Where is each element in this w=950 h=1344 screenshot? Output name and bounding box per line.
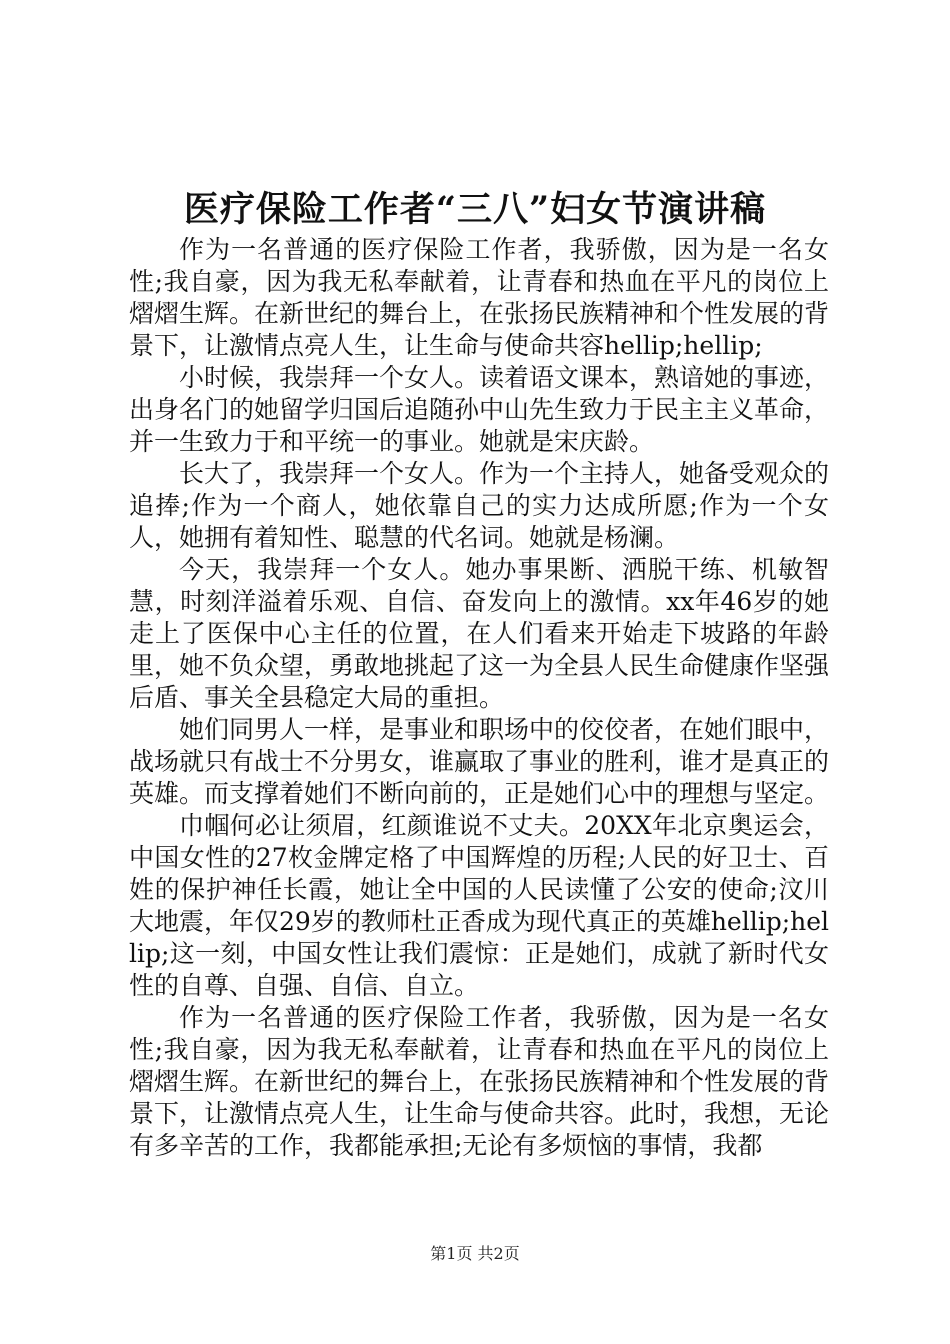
paragraph: 作为一名普通的医疗保险工作者，我骄傲，因为是一名女性;我自豪，因为我无私奉献着，让青春和热血在平凡的岗位上熠熠生辉。在新世纪的舞台上，在张扬民族精神和个性发展的背景下，让激情点亮人生，让生命与使命共容。此时，我想，无论有多辛苦的工作，我都能承担;无论有多烦恼的事情，我都 — [129, 1003, 830, 1160]
paragraph: 长大了，我崇拜一个女人。作为一个主持人，她备受观众的追捧;作为一个商人，她依靠自己的实力达成所愿;作为一个女人，她拥有着知性、聪慧的代名词。她就是杨澜。 — [129, 459, 830, 552]
paragraph: 作为一名普通的医疗保险工作者，我骄傲，因为是一名女性;我自豪，因为我无私奉献着，让青春和热血在平凡的岗位上熠熠生辉。在新世纪的舞台上，在张扬民族精神和个性发展的背景下，让激情点亮人生，让生命与使命共容hellip;hellip; — [129, 235, 830, 360]
page-number-footer: 第1页 共2页 — [430, 1244, 520, 1263]
paragraph: 小时候，我崇拜一个女人。读着语文课本，熟谙她的事迹，出身名门的她留学归国后追随孙中山先生致力于民主主义革命，并一生致力于和平统一的事业。她就是宋庆龄。 — [129, 363, 830, 456]
paragraph: 她们同男人一样，是事业和职场中的佼佼者，在她们眼中，战场就只有战士不分男女，谁赢取了事业的胜利，谁才是真正的英雄。而支撑着她们不断向前的，正是她们心中的理想与坚定。 — [129, 715, 830, 808]
paragraph: 今天，我崇拜一个女人。她办事果断、洒脱干练、机敏智慧，时刻洋溢着乐观、自信、奋发向上的激情。xx年46岁的她走上了医保中心主任的位置，在人们看来开始走下坡路的年龄里，她不负众望，勇敢地挑起了这一为全县人民生命健康作坚强后盾、事关全县稳定大局的重担。 — [129, 555, 830, 712]
document-body — [129, 234, 829, 1162]
document-title: 医疗保险工作者“三八”妇女节演讲稿 — [183, 189, 767, 230]
paragraph: 巾帼何必让须眉，红颜谁说不丈夫。20XX年北京奥运会，中国女性的27枚金牌定格了中国辉煌的历程;人民的好卫士、百姓的保护神任长霞，她让全中国的人民读懂了公安的使命;汶川大地震，年仅29岁的教师杜正香成为现代真正的英雄hellip;hellip;这一刻，中国女性让我们震惊：正是她们，成就了新时代女性的自尊、自强、自信、自立。 — [129, 811, 830, 1000]
